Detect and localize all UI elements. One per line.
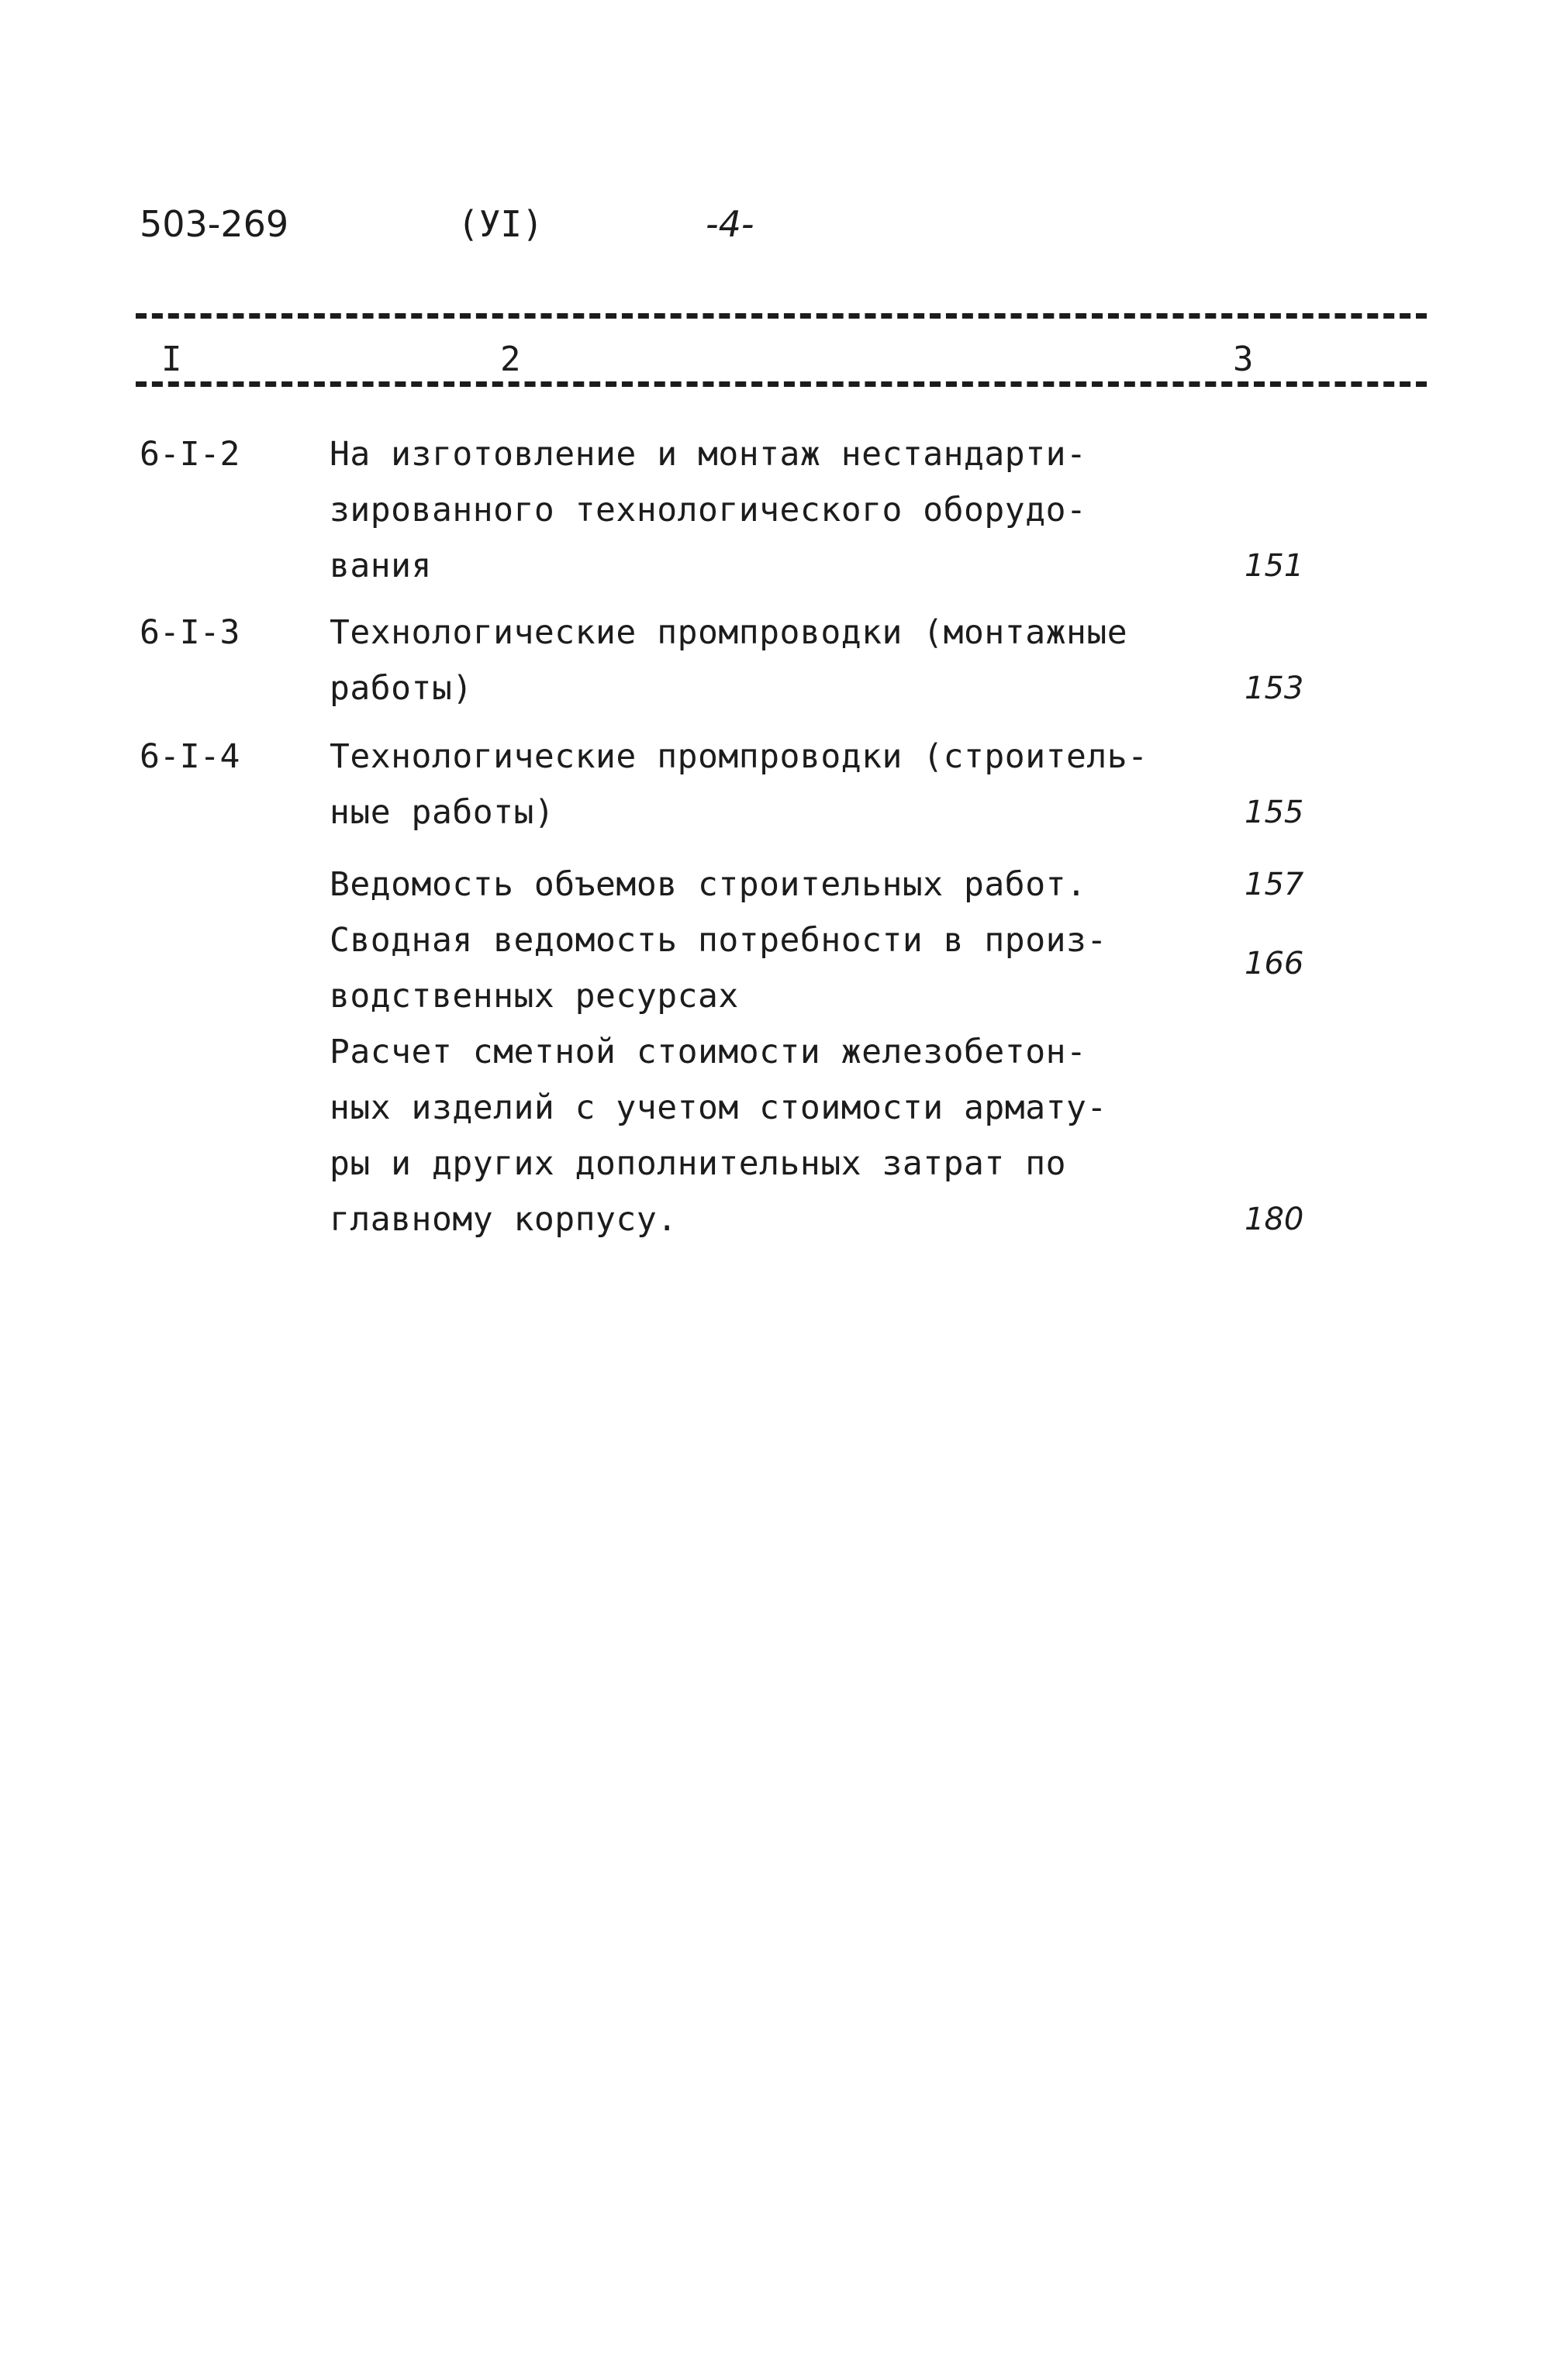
doc-code: 503-269 (140, 203, 289, 245)
row-page: 153 (1245, 671, 1304, 706)
row-title: Ведомость объемов строительных работ. (330, 865, 1087, 904)
row-page: 180 (1245, 1202, 1304, 1237)
page-number: -4- (706, 203, 754, 245)
page-header (140, 203, 837, 257)
column-header-2: 2 (500, 340, 521, 379)
section-number: (УI) (457, 203, 544, 245)
table-top-rule (136, 313, 1427, 319)
column-header-3: 3 (1233, 340, 1254, 379)
row-code: 6-I-3 (140, 613, 240, 652)
row-page: 157 (1245, 867, 1304, 902)
table-header-rule (136, 381, 1427, 387)
row-code: 6-I-4 (140, 737, 240, 776)
row-title: Расчет сметной стоимости железобетон- ных изделий с учетом стоимости армату- ры и других дополнительных затрат по главному корпусу. (330, 1033, 1107, 1239)
row-title: На изготовление и монтаж нестандарти- зированного технологического оборудо- вания (330, 435, 1087, 585)
row-page: 151 (1245, 548, 1304, 584)
row-title: Технологические промпроводки (строитель- ные работы) (330, 737, 1148, 832)
row-code: 6-I-2 (140, 435, 240, 474)
row-page: 166 (1245, 946, 1304, 981)
row-title: Сводная ведомость потребности в произ- водственных ресурсах (330, 921, 1107, 1016)
row-page: 155 (1245, 795, 1304, 830)
column-header-1: I (161, 340, 182, 379)
row-title: Технологические промпроводки (монтажные работы) (330, 613, 1128, 708)
